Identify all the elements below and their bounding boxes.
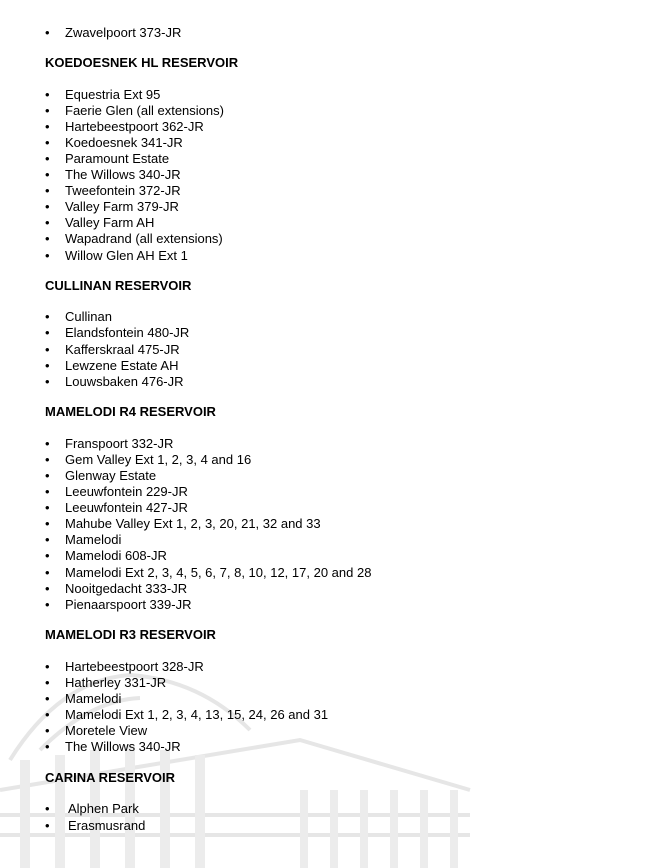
item-label: Willow Glen AH Ext 1 — [65, 248, 188, 263]
list-item — [45, 325, 189, 341]
list-item — [45, 151, 169, 167]
bullet: • — [45, 151, 50, 166]
item-label: Mamelodi Ext 2, 3, 4, 5, 6, 7, 8, 10, 12, 17, 20 and 28 — [65, 565, 372, 580]
item-label: The Willows 340-JR — [65, 739, 181, 754]
bullet: • — [45, 374, 50, 389]
list-item — [45, 231, 223, 247]
list-item — [45, 818, 145, 834]
item-label: Leeuwfontein 427-JR — [65, 500, 188, 515]
bullet: • — [45, 801, 50, 816]
item-label: Lewzene Estate AH — [65, 358, 179, 373]
list-item — [45, 691, 121, 707]
list-item — [45, 500, 188, 516]
list-item — [45, 103, 224, 119]
list-item — [45, 248, 188, 264]
item-label: Mahube Valley Ext 1, 2, 3, 20, 21, 32 and 33 — [65, 516, 321, 531]
bullet: • — [45, 342, 50, 357]
bullet: • — [45, 103, 50, 118]
item-label: Valley Farm 379-JR — [65, 199, 179, 214]
item-label: Equestria Ext 95 — [65, 87, 161, 102]
list-item — [45, 565, 371, 581]
list-item — [45, 358, 178, 374]
bullet: • — [45, 309, 50, 324]
item-label: Hartebeestpoort 362-JR — [65, 119, 204, 134]
section-heading: MAMELODI R4 RESERVOIR — [45, 404, 216, 419]
list-item — [45, 167, 181, 183]
bullet: • — [45, 516, 50, 531]
item-label: Mamelodi 608-JR — [65, 548, 167, 563]
bullet: • — [45, 675, 50, 690]
item-label: The Willows 340-JR — [65, 167, 181, 182]
item-label: Gem Valley Ext 1, 2, 3, 4 and 16 — [65, 452, 252, 467]
bullet: • — [45, 532, 50, 547]
bullet: • — [45, 659, 50, 674]
list-item — [45, 87, 160, 103]
list-item — [45, 516, 321, 532]
section-heading: MAMELODI R3 RESERVOIR — [45, 627, 216, 642]
list-item — [45, 452, 251, 468]
bullet: • — [45, 119, 50, 134]
section-heading: CULLINAN RESERVOIR — [45, 278, 192, 293]
item-label: Koedoesnek 341-JR — [65, 135, 183, 150]
item-label: Moretele View — [65, 723, 148, 738]
bullet: • — [45, 818, 50, 833]
item-label: Zwavelpoort 373-JR — [65, 25, 182, 40]
bullet: • — [45, 358, 50, 373]
item-label: Louwsbaken 476-JR — [65, 374, 184, 389]
bullet: • — [45, 597, 50, 612]
item-label: Glenway Estate — [65, 468, 157, 483]
bullet: • — [45, 248, 50, 263]
item-label: Wapadrand (all extensions) — [65, 231, 223, 246]
bullet: • — [45, 707, 50, 722]
list-item — [45, 374, 184, 390]
bullet: • — [45, 325, 50, 340]
section-heading: CARINA RESERVOIR — [45, 770, 176, 785]
list-item — [45, 581, 187, 597]
item-label: Nooitgedacht 333-JR — [65, 581, 188, 596]
bullet: • — [45, 87, 50, 102]
item-label: Paramount Estate — [65, 151, 170, 166]
bullet: • — [45, 436, 50, 451]
item-label: Cullinan — [65, 309, 112, 324]
section-heading: KOEDOESNEK HL RESERVOIR — [45, 55, 239, 70]
list-item — [45, 548, 167, 564]
item-label: Mamelodi — [65, 691, 122, 706]
list-item — [45, 597, 191, 613]
list-item — [45, 468, 156, 484]
list-item — [45, 659, 204, 675]
list-item — [45, 484, 188, 500]
list-item — [45, 135, 183, 151]
list-item — [45, 675, 166, 691]
bullet: • — [45, 25, 50, 40]
list-item — [45, 183, 181, 199]
list-item — [45, 25, 181, 41]
list-item — [45, 215, 154, 231]
item-label: Hatherley 331-JR — [65, 675, 167, 690]
list-item — [45, 119, 204, 135]
item-label: Faerie Glen (all extensions) — [65, 103, 224, 118]
list-item — [45, 801, 139, 817]
item-label: Kafferskraal 475-JR — [65, 342, 180, 357]
item-label: Leeuwfontein 229-JR — [65, 484, 188, 499]
bullet: • — [45, 452, 50, 467]
item-label: Franspoort 332-JR — [65, 436, 174, 451]
bullet: • — [45, 723, 50, 738]
list-item — [45, 436, 173, 452]
item-label: Hartebeestpoort 328-JR — [65, 659, 204, 674]
item-label: Valley Farm AH — [65, 215, 155, 230]
list-item — [45, 342, 180, 358]
item-label: Tweefontein 372-JR — [65, 183, 181, 198]
item-label: Mamelodi — [65, 532, 122, 547]
bullet: • — [45, 167, 50, 182]
bullet: • — [45, 183, 50, 198]
list-item — [45, 532, 121, 548]
list-item — [45, 199, 179, 215]
item-label: Pienaarspoort 339-JR — [65, 597, 192, 612]
list-item — [45, 739, 181, 755]
bullet: • — [45, 199, 50, 214]
item-label: Erasmusrand — [68, 818, 146, 833]
item-label: Elandsfontein 480-JR — [65, 325, 190, 340]
bullet: • — [45, 215, 50, 230]
bullet: • — [45, 565, 50, 580]
list-item — [45, 309, 112, 325]
list-item — [45, 707, 328, 723]
bullet: • — [45, 581, 50, 596]
bullet: • — [45, 231, 50, 246]
bullet: • — [45, 739, 50, 754]
bullet: • — [45, 548, 50, 563]
bullet: • — [45, 691, 50, 706]
bullet: • — [45, 468, 50, 483]
bullet: • — [45, 500, 50, 515]
bullet: • — [45, 484, 50, 499]
bullet: • — [45, 135, 50, 150]
item-label: Alphen Park — [68, 801, 139, 816]
list-item — [45, 723, 147, 739]
item-label: Mamelodi Ext 1, 2, 3, 4, 13, 15, 24, 26 and 31 — [65, 707, 329, 722]
